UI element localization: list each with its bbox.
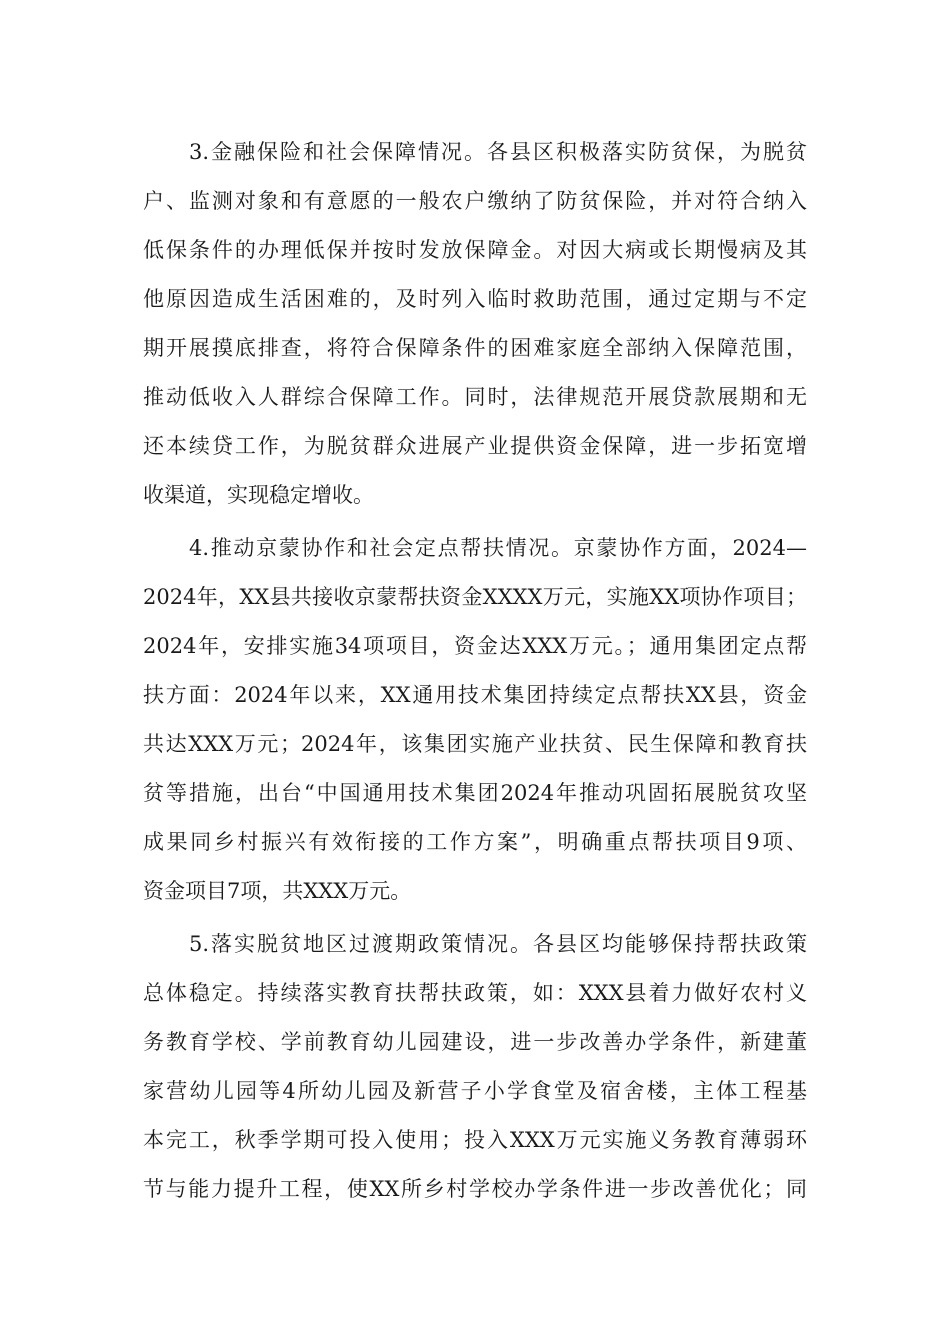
paragraph-line: 户、监测对象和有意愿的一般农户缴纳了防贫保险，并对符合纳入 — [143, 189, 807, 213]
paragraph-line: 务教育学校、学前教育幼儿园建设，进一步改善办学条件，新建董 — [143, 1030, 807, 1054]
paragraph-line: 期开展摸底排查，将符合保障条件的困难家庭全部纳入保障范围， — [143, 336, 807, 360]
paragraph-line: 3.金融保险和社会保障情况。各县区积极落实防贫保，为脱贫 — [189, 140, 807, 164]
paragraph-line: 2024年，安排实施34项项目，资金达XXX万元。；通用集团定点帮 — [143, 634, 807, 658]
paragraph-line: 本完工，秋季学期可投入使用；投入XXX万元实施义务教育薄弱环 — [143, 1128, 807, 1152]
paragraph-line: 5.落实脱贫地区过渡期政策情况。各县区均能够保持帮扶政策 — [189, 932, 807, 956]
paragraph-line: 共达XXX万元；2024年，该集团实施产业扶贫、民生保障和教育扶 — [143, 732, 807, 756]
paragraph-line: 扶方面：2024年以来，XX通用技术集团持续定点帮扶XX县，资金 — [143, 683, 807, 707]
paragraph-line: 总体稳定。持续落实教育扶帮扶政策，如：XXX县着力做好农村义 — [143, 981, 807, 1005]
paragraph-line: 他原因造成生活困难的，及时列入临时救助范围，通过定期与不定 — [143, 287, 807, 311]
paragraph-line: 收渠道，实现稳定增收。 — [143, 483, 374, 507]
paragraph-line: 成果同乡村振兴有效衔接的工作方案”，明确重点帮扶项目9项、 — [143, 830, 807, 854]
paragraph-line: 低保条件的办理低保并按时发放保障金。对因大病或长期慢病及其 — [143, 238, 807, 262]
paragraph-line: 家营幼儿园等4所幼儿园及新营子小学食堂及宿舍楼，主体工程基 — [143, 1079, 807, 1103]
paragraph-line: 还本续贷工作，为脱贫群众进展产业提供资金保障，进一步拓宽增 — [143, 434, 807, 458]
paragraph-line: 推动低收入人群综合保障工作。同时，法律规范开展贷款展期和无 — [143, 385, 807, 409]
paragraph-5 — [143, 920, 807, 1214]
paragraph-line: 贫等措施，出台“中国通用技术集团2024年推动巩固拓展脱贫攻坚 — [143, 781, 807, 805]
paragraph-4 — [143, 524, 807, 916]
paragraph-line: 节与能力提升工程，使XX所乡村学校办学条件进一步改善优化；同 — [143, 1177, 807, 1201]
paragraph-line: 资金项目7项，共XXX万元。 — [143, 879, 412, 903]
paragraph-line: 4.推动京蒙协作和社会定点帮扶情况。京蒙协作方面，2024— — [189, 536, 807, 560]
paragraph-line: 2024年，XX县共接收京蒙帮扶资金XXXX万元，实施XX项协作项目； — [143, 585, 807, 609]
paragraph-3 — [143, 128, 807, 520]
